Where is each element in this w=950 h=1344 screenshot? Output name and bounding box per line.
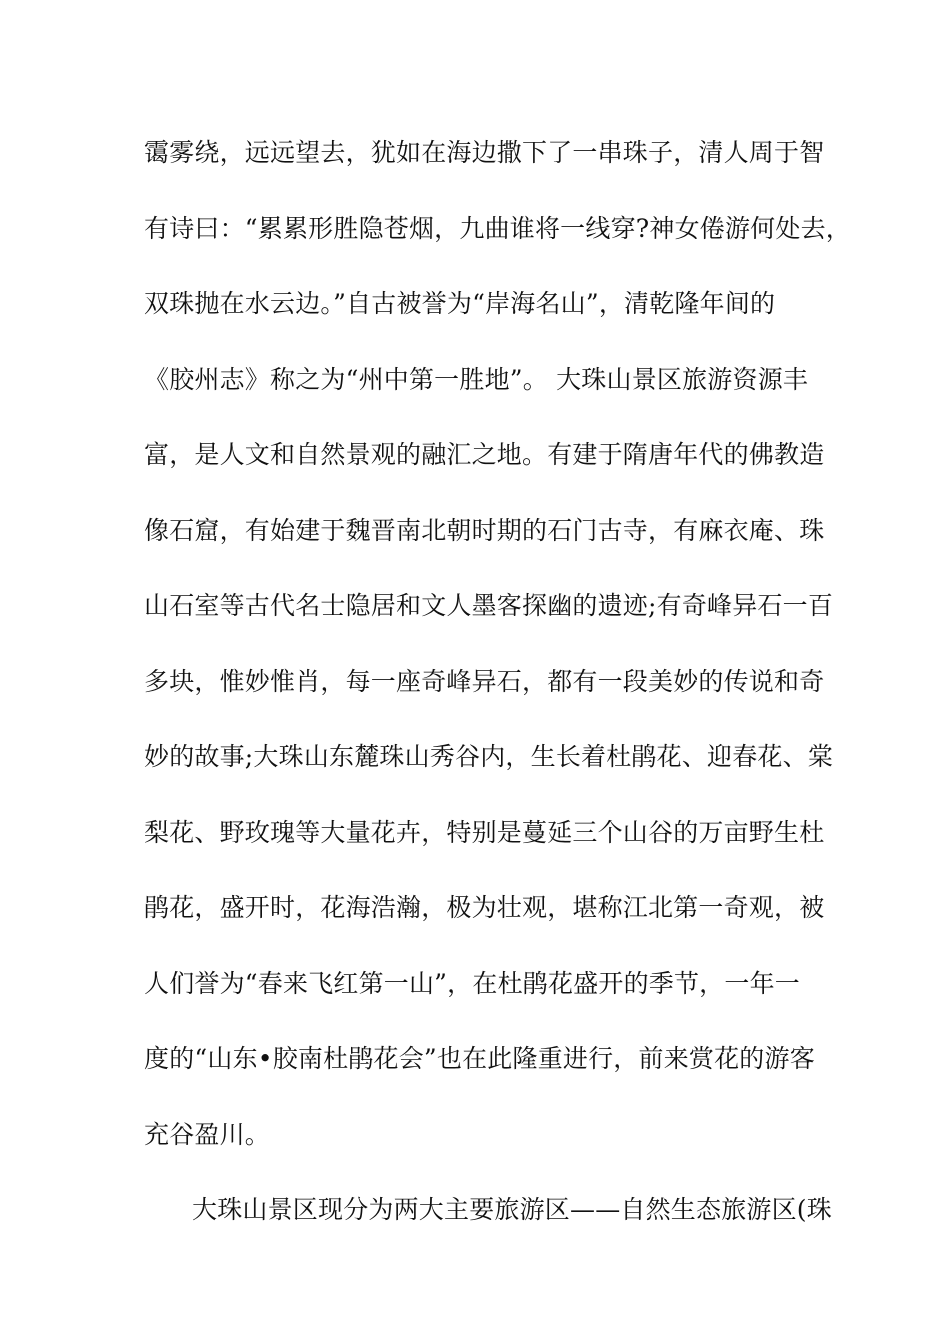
text-line-5: 富，是人文和自然景观的融汇之地。有建于隋唐年代的佛教造 bbox=[144, 440, 825, 469]
text-line-3: 双珠抛在水云边。”自古被誉为“岸海名山”，清乾隆年间的 bbox=[144, 289, 776, 318]
text-line-7: 山石室等古代名士隐居和文人墨客探幽的遗迹;有奇峰异石一百 bbox=[144, 591, 834, 620]
paragraph-start-line: 大珠山景区现分为两大主要旅游区——自然生态旅游区(珠 bbox=[192, 1195, 832, 1224]
text-line-13: 度的“山东•胶南杜鹃花会”也在此隆重进行，前来赏花的游客 bbox=[144, 1044, 815, 1073]
text-line-9: 妙的故事;大珠山东麓珠山秀谷内，生长着杜鹃花、迎春花、棠 bbox=[144, 742, 834, 771]
text-line-12: 人们誉为“春来飞红第一山”，在杜鹃花盛开的季节，一年一 bbox=[144, 968, 800, 998]
text-line-14: 充谷盈川。 bbox=[144, 1119, 271, 1149]
text-line-2: 有诗曰：“累累形胜隐苍烟，九曲谁将一线穿?神女倦游何处去， bbox=[144, 213, 851, 243]
text-line-11: 鹃花，盛开时，花海浩瀚，极为壮观，堪称江北第一奇观，被 bbox=[144, 893, 825, 922]
text-line-1: 霭雾绕，远远望去，犹如在海边撒下了一串珠子，清人周于智 bbox=[144, 138, 825, 167]
text-line-4: 《胶州志》称之为“州中第一胜地”。 大珠山景区旅游资源丰 bbox=[144, 364, 809, 394]
text-line-6: 像石窟，有始建于魏晋南北朝时期的石门古寺，有麻衣庵、珠 bbox=[144, 515, 825, 545]
text-line-8: 多块，惟妙惟肖，每一座奇峰异石，都有一段美妙的传说和奇 bbox=[144, 666, 825, 696]
text-line-10: 梨花、野玫瑰等大量花卉，特别是蔓延三个山谷的万亩野生杜 bbox=[144, 817, 825, 847]
body-text bbox=[144, 133, 851, 1266]
